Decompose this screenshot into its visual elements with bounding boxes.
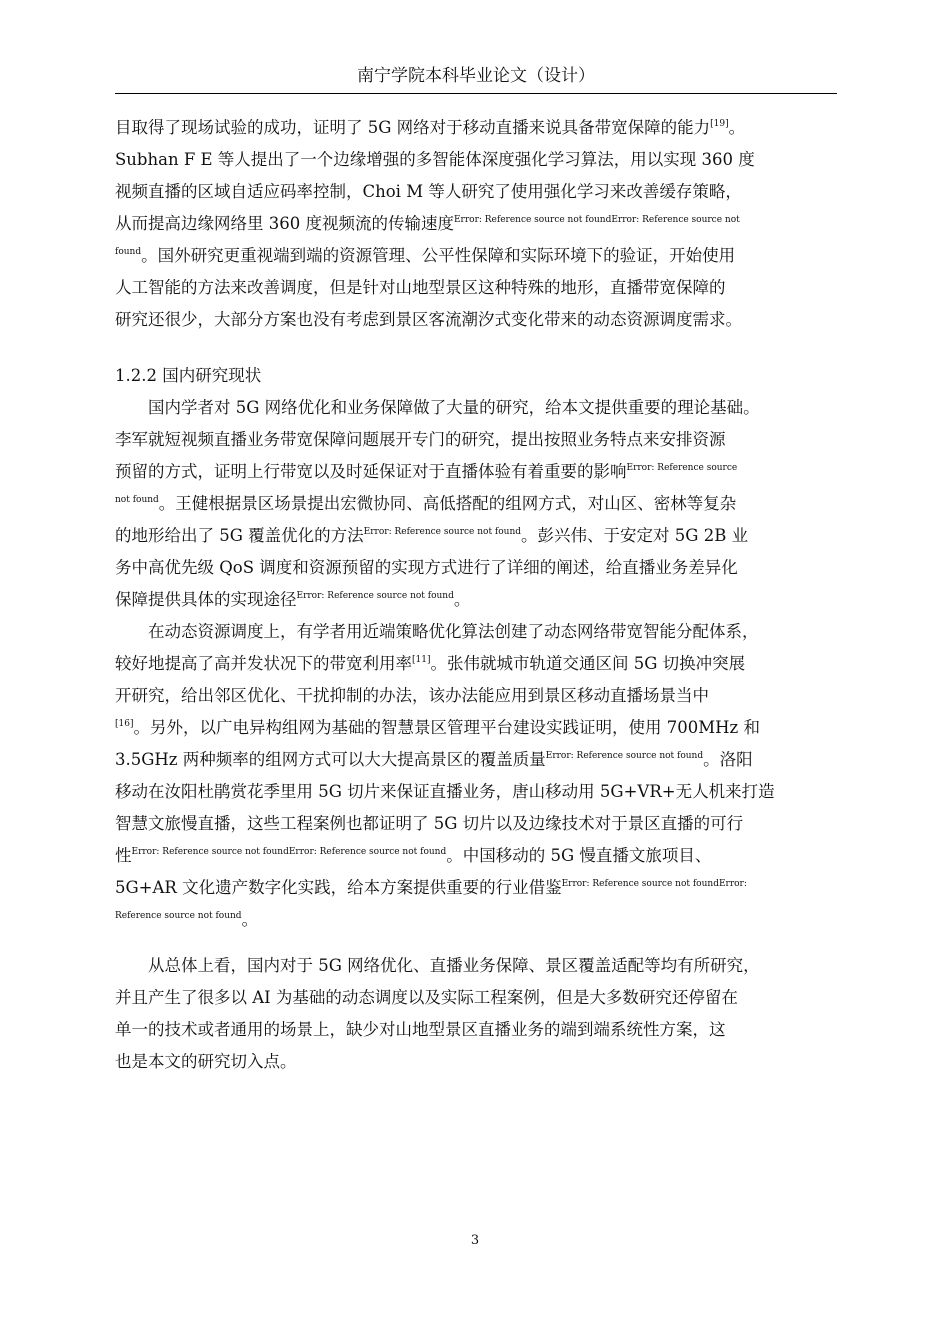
- text-line: [115, 712, 837, 744]
- citation: [11]: [412, 655, 431, 665]
- paragraph-domestic-theory: [115, 392, 837, 616]
- text-line: 开研究，给出邻区优化、干扰抑制的办法，该办法能应用到景区移动直播场景当中: [115, 686, 709, 705]
- text-line: [115, 904, 837, 936]
- text-run: 。洛阳: [703, 750, 753, 769]
- text-line: [115, 456, 837, 488]
- citation: not found: [115, 495, 159, 505]
- citation: [19]: [710, 119, 729, 129]
- paragraph-summary: [115, 950, 837, 1078]
- text-line: [115, 648, 837, 680]
- text-run: 。: [453, 590, 471, 609]
- citation: [16]: [115, 719, 134, 729]
- citation: found: [115, 247, 142, 257]
- text-line: 移动在汝阳杜鹃赏花季里用 5G 切片来保证直播业务，唐山移动用 5G+VR+无人机来打造: [115, 782, 775, 801]
- text-run: 。张伟就城市轨道交通区间 5G 切换冲突展: [430, 654, 746, 673]
- citation: Error: Reference source not foundError:: [561, 879, 747, 889]
- page-number: 3: [470, 1233, 480, 1248]
- text-line: [115, 584, 837, 616]
- text-run: 性: [115, 846, 132, 865]
- text-run: 预留的方式，证明上行带宽以及时延保证对于直播体验有着重要的影响: [115, 462, 627, 481]
- text-run: 的地形给出了 5G 覆盖优化的方法: [115, 526, 364, 545]
- header-title: 南宁学院本科毕业论文（设计）: [357, 66, 595, 86]
- text-run: 。彭兴伟、于安定对 5G 2B 业: [521, 526, 749, 545]
- text-line: 也是本文的研究切入点。: [115, 1052, 297, 1071]
- text-run: 。: [241, 910, 259, 929]
- citation: Error: Reference source: [626, 463, 738, 473]
- text-line: 在动态资源调度上，有学者用近端策略优化算法创建了动态网络带宽智能分配体系，: [148, 622, 759, 641]
- text-line: 视频直播的区域自适应码率控制，Choi M 等人研究了使用强化学习来改善缓存策略，: [115, 182, 742, 201]
- text-line: [115, 840, 837, 872]
- header-rule: [115, 93, 837, 94]
- text-line: 从总体上看，国内对于 5G 网络优化、直播业务保障、景区覆盖适配等均有所研究，: [148, 956, 760, 975]
- text-line: [115, 240, 837, 272]
- text-run: 3.5GHz 两种频率的组网方式可以大大提高景区的覆盖质量: [115, 750, 546, 769]
- text-line: 国内学者对 5G 网络优化和业务保障做了大量的研究，给本文提供重要的理论基础。: [148, 398, 760, 417]
- text-line: [115, 112, 837, 144]
- text-line: [115, 744, 837, 776]
- text-line: 人工智能的方法来改善调度，但是针对山地型景区这种特殊的地形，直播带宽保障的: [115, 278, 726, 297]
- text-line: 单一的技术或者通用的场景上，缺少对山地型景区直播业务的端到端系统性方案，这: [115, 1020, 726, 1039]
- paragraph-foreign-research: [115, 112, 837, 336]
- text-run: 。王健根据景区场景提出宏微协同、高低搭配的组网方式，对山区、密林等复杂: [158, 494, 737, 513]
- text-run: 。中国移动的 5G 慢直播文旅项目、: [446, 846, 712, 865]
- text-run: 。另外，以广电异构组网为基础的智慧景区管理平台建设实践证明，使用 700MHz 和: [133, 718, 760, 737]
- section-heading: 1.2.2 国内研究现状: [115, 366, 262, 385]
- text-line: 智慧文旅慢直播，这些工程案例也都证明了 5G 切片以及边缘技术对于景区直播的可行: [115, 814, 744, 833]
- text-run: 5G+AR 文化遗产数字化实践，给本方案提供重要的行业借鉴: [115, 878, 562, 897]
- text-line: [115, 872, 837, 904]
- text-line: 并且产生了很多以 AI 为基础的动态调度以及实际工程案例，但是大多数研究还停留在: [115, 988, 738, 1007]
- text-line: [115, 520, 837, 552]
- citation: Error: Reference source not found: [545, 751, 704, 761]
- text-run: 从而提高边缘网络里 360 度视频流的传输速度: [115, 214, 454, 233]
- text-line: 务中高优先级 QoS 调度和资源预留的实现方式进行了详细的阐述，给直播业务差异化: [115, 558, 738, 577]
- citation: Error: Reference source not foundError: Reference source not: [453, 215, 740, 225]
- text-run: 目取得了现场试验的成功，证明了 5G 网络对于移动直播来说具备带宽保障的能力: [115, 118, 711, 137]
- citation: Error: Reference source not found: [296, 591, 454, 601]
- citation: Reference source not found: [115, 911, 242, 921]
- text-line: [115, 488, 837, 520]
- text-run: 。: [728, 118, 746, 137]
- paragraph-dynamic-scheduling: [115, 616, 837, 936]
- citation: Error: Reference source not foundError: Reference source not found: [131, 847, 447, 857]
- spacer: [115, 336, 837, 360]
- page-body: [115, 112, 837, 1078]
- text-line: 研究还很少，大部分方案也没有考虑到景区客流潮汐式变化带来的动态资源调度需求。: [115, 310, 742, 329]
- text-run: 较好地提高了高并发状况下的带宽利用率: [115, 654, 412, 673]
- text-run: 。国外研究更重视端到端的资源管理、公平性保障和实际环境下的验证，开始使用: [141, 246, 736, 265]
- text-run: 保障提供具体的实现途径: [115, 590, 297, 609]
- text-line: 李军就短视频直播业务带宽保障问题展开专门的研究，提出按照业务特点来安排资源: [115, 430, 726, 449]
- text-line: Subhan F E 等人提出了一个边缘增强的多智能体深度强化学习算法，用以实现 360 度: [115, 150, 755, 169]
- text-line: [115, 208, 837, 240]
- spacer: [115, 936, 837, 950]
- citation: Error: Reference source not found: [363, 527, 522, 537]
